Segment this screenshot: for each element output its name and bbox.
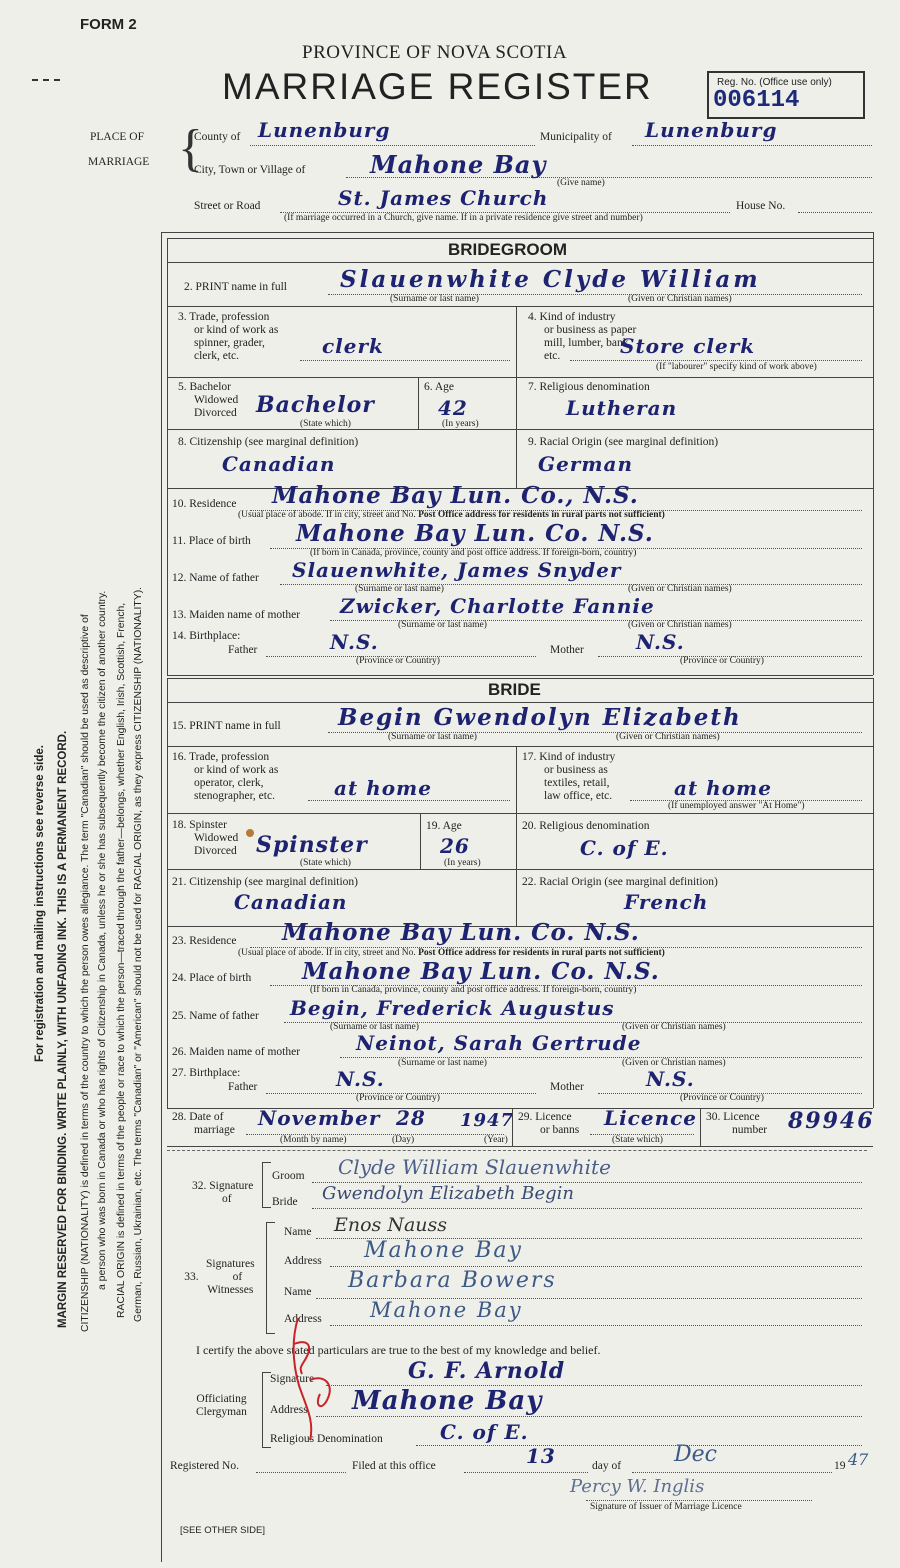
province-heading: PROVINCE OF NOVA SCOTIA — [302, 42, 568, 63]
bride-father-label: 25. Name of father — [172, 1010, 259, 1022]
give-name-hint: (Give name) — [557, 178, 605, 188]
groom-racial-value: German — [538, 452, 634, 476]
form-number: FORM 2 — [80, 16, 137, 33]
house-label: House No. — [736, 200, 786, 212]
groom-bp-mother-hint: (Province or Country) — [680, 656, 764, 666]
groom-birth-value: Mahone Bay Lun. Co. N.S. — [296, 520, 654, 547]
witness1-address: Mahone Bay — [364, 1238, 523, 1263]
bride-given-hint: (Given or Christian names) — [616, 732, 720, 742]
groom-residence-note: (Usual place of abode. If in city, street and No. Post Office address for residents in rural parts not sufficient) — [238, 510, 665, 520]
bride-bp-mother-value: N.S. — [646, 1067, 695, 1091]
bride-residence-note: (Usual place of abode. If in city, street and No. Post Office address for residents in rural parts not sufficient) — [238, 948, 665, 958]
licence-number-label: 30. Licence number — [706, 1111, 768, 1136]
groom-racial-label: 9. Racial Origin (see marginal definition) — [528, 436, 719, 448]
mother-surname-hint: (Surname or last name) — [398, 620, 487, 630]
groom-bp-mother-label: Mother — [550, 644, 584, 656]
bride-trade-value: at home — [334, 776, 432, 800]
reg-label: Reg. No. (Office use only) — [717, 77, 832, 88]
witness1-name: Enos Nauss — [334, 1214, 448, 1236]
margin-instructions: For registration and mailing instructions see reverse side. — [34, 745, 46, 1062]
groom-status-value: Bachelor — [256, 392, 375, 418]
groom-bp-father-value: N.S. — [330, 630, 379, 654]
margin-binding-note: MARGIN RESERVED FOR BINDING. WRITE PLAINLY, WITH UNFADING INK. THIS IS A PERMANENT RECORD. — [57, 730, 69, 1328]
clergy-address-label: Address — [270, 1404, 308, 1416]
groom-bp-father-hint: (Province or Country) — [356, 656, 440, 666]
state-which-hint: (State which) — [300, 419, 351, 429]
mother-given-hint: (Given or Christian names) — [628, 620, 732, 630]
officiating-label: Officiating Clergyman — [196, 1393, 247, 1418]
bride-age-label: 19. Age — [426, 820, 462, 832]
bride-bp-father-label: Father — [228, 1081, 258, 1093]
bride-father-value: Begin, Frederick Augustus — [290, 996, 615, 1020]
bride-status-label: 18. Spinster Widowed Divorced — [172, 819, 239, 857]
bride-name-value: Begin Gwendolyn Elizabeth — [338, 704, 742, 731]
bride-bp-father-hint: (Province or Country) — [356, 1093, 440, 1103]
groom-mother-label: 13. Maiden name of mother — [172, 609, 301, 621]
page-title: MARRIAGE REGISTER — [222, 66, 653, 107]
street-value: St. James Church — [338, 186, 549, 210]
father-given-hint: (Given or Christian names) — [628, 584, 732, 594]
municipality-label: Municipality of — [540, 131, 612, 143]
bride-father-surname-hint: (Surname or last name) — [330, 1022, 419, 1032]
groom-bp-mother-value: N.S. — [636, 630, 685, 654]
reg-number-box — [707, 71, 865, 119]
day-hint: (Day) — [392, 1135, 415, 1145]
clergy-address: Mahone Bay — [352, 1386, 543, 1416]
groom-industry-label: 4. Kind of industry or business as paper mill, lumber, bank, etc. — [528, 311, 637, 362]
place-of-label: PLACE OF — [90, 131, 144, 143]
clergy-religion-label: Religious Denomination — [270, 1433, 383, 1445]
bride-mother-label: 26. Maiden name of mother — [172, 1046, 301, 1058]
bride-father-given-hint: (Given or Christian names) — [622, 1022, 726, 1032]
year-hint: (Year) — [484, 1135, 508, 1145]
father-surname-hint: (Surname or last name) — [355, 584, 444, 594]
groom-trade-label: 3. Trade, profession or kind of work as spinner, grader, clerk, etc. — [178, 311, 279, 362]
bride-religion-value: C. of E. — [580, 836, 669, 860]
bride-mother-surname-hint: (Surname or last name) — [398, 1058, 487, 1068]
unemployed-note: (If unemployed answer "At Home") — [668, 801, 805, 811]
groom-signature: Clyde William Slauenwhite — [338, 1155, 611, 1179]
clergy-religion-value: C. of E. — [440, 1420, 529, 1444]
bride-birth-value: Mahone Bay Lun. Co. N.S. — [302, 958, 660, 985]
bridegroom-heading: BRIDEGROOM — [448, 240, 567, 259]
bride-signature: Gwendolyn Elizabeth Begin — [322, 1183, 574, 1204]
groom-citizenship-label: 8. Citizenship (see marginal definition) — [178, 436, 359, 448]
wit2-name-label: Name — [284, 1286, 312, 1298]
red-ink-mark — [284, 1314, 344, 1444]
bride-mother-given-hint: (Given or Christian names) — [622, 1058, 726, 1068]
licence-value: Licence — [604, 1106, 698, 1130]
bride-citizenship-value: Canadian — [234, 890, 348, 914]
clergy-signature: G. F. Arnold — [408, 1358, 566, 1384]
groom-status-label: 5. Bachelor Widowed Divorced — [178, 381, 239, 419]
bride-bp-mother-hint: (Province or Country) — [680, 1093, 764, 1103]
month-hint: (Month by name) — [280, 1135, 347, 1145]
groom-surname-hint: (Surname or last name) — [390, 294, 479, 304]
bride-residence-value: Mahone Bay Lun. Co. N.S. — [282, 919, 640, 946]
bride-birth-label: 24. Place of birth — [172, 972, 252, 984]
issuer-label: Signature of Issuer of Marriage Licence — [590, 1502, 742, 1512]
bride-age-value: 26 — [440, 834, 470, 858]
margin-racial-def-2: German, Russian, Ukrainian, etc. The terms "Canadian" or "American" should not be used for RACIAL ORIGIN, as they express CITIZENSHIP (NATIONALITY). — [133, 586, 144, 1322]
issuer-signature: Percy W. Inglis — [570, 1476, 705, 1497]
bride-residence-label: 23. Residence — [172, 935, 237, 947]
groom-age-value: 42 — [438, 396, 468, 420]
marriage-year-value: 1947 — [460, 1110, 515, 1131]
bride-citizenship-label: 21. Citizenship (see marginal definition) — [172, 876, 358, 888]
groom-name-value: Slauenwhite Clyde William — [340, 266, 761, 293]
wit1-address-label: Address — [284, 1255, 322, 1267]
municipality-value: Lunenburg — [645, 118, 778, 142]
filed-year-value: 47 — [848, 1450, 869, 1469]
street-label: Street or Road — [194, 200, 261, 212]
ink-mark — [32, 79, 60, 81]
groom-residence-value: Mahone Bay Lun. Co., N.S. — [272, 482, 639, 509]
city-value: Mahone Bay — [370, 150, 547, 179]
groom-name-label: 2. PRINT name in full — [184, 281, 287, 293]
groom-father-label: 12. Name of father — [172, 572, 259, 584]
in-years-hint: (In years) — [442, 419, 479, 429]
bride-racial-label: 22. Racial Origin (see marginal definition) — [522, 876, 718, 888]
bride-industry-value: at home — [674, 776, 772, 800]
see-other-side: [SEE OTHER SIDE] — [180, 1525, 265, 1536]
bride-bp-mother-label: Mother — [550, 1081, 584, 1093]
wit2-address-label: Address — [284, 1313, 322, 1325]
filed-label: Filed at this office — [352, 1460, 436, 1472]
bride-racial-value: French — [624, 890, 709, 914]
licence-number-value: 89946 — [788, 1108, 875, 1134]
bride-bp-father-value: N.S. — [336, 1067, 385, 1091]
groom-mother-value: Zwicker, Charlotte Fannie — [340, 594, 655, 618]
form-frame-left — [161, 232, 162, 1562]
marriage-label: MARRIAGE — [88, 156, 150, 168]
ink-stain — [246, 829, 254, 837]
groom-birth-label: 11. Place of birth — [172, 535, 251, 547]
bride-status-value: Spinster — [256, 832, 368, 858]
bride-industry-label: 17. Kind of industry or business as textiles, retail, law office, etc. — [522, 751, 616, 802]
witness2-name: Barbara Bowers — [348, 1268, 557, 1293]
wit1-name-label: Name — [284, 1226, 312, 1238]
filed-year-prefix: 19 — [834, 1460, 846, 1472]
witness-label: Signatures 33. of Witnesses — [184, 1258, 255, 1296]
groom-birthplace-label: 14. Birthplace: — [172, 630, 241, 642]
clergy-signature-label: Signature — [270, 1373, 315, 1385]
groom-birth-note: (If born in Canada, province, county and post office address. If foreign-born, country) — [310, 548, 637, 558]
bride-trade-label: 16. Trade, profession or kind of work as operator, clerk, stenographer, etc. — [172, 751, 279, 802]
groom-father-value: Slauenwhite, James Snyder — [292, 558, 622, 582]
groom-bp-father-label: Father — [228, 644, 258, 656]
groom-trade-value: clerk — [322, 334, 384, 358]
margin-citizenship-def-2: a person who was born in Canada or who has rights of Citizenship in Canada, unless he or she has subsequently become the citizen of another country. — [97, 590, 108, 1290]
groom-industry-value: Store clerk — [620, 334, 756, 358]
date-label: 28. Date of marriage — [172, 1111, 235, 1136]
day-of-label: day of — [592, 1460, 622, 1472]
groom-label: Groom — [272, 1170, 305, 1182]
place-brace-icon: { — [178, 120, 203, 177]
margin-citizenship-def: CITIZENSHIP (NATIONALITY) is defined in terms of the country to which the person owes allegiance. The term "Canadian" should be used as descriptive of — [80, 614, 91, 1332]
witness2-address: Mahone Bay — [370, 1298, 523, 1322]
certify-text: I certify the above stated particulars are true to the best of my knowledge and belief. — [196, 1343, 601, 1357]
bride-in-years: (In years) — [444, 858, 481, 868]
groom-given-hint: (Given or Christian names) — [628, 294, 732, 304]
registered-no-label: Registered No. — [170, 1460, 239, 1472]
filed-month-value: Dec — [674, 1442, 717, 1467]
bride-label: Bride — [272, 1196, 298, 1208]
signature-brace — [262, 1162, 271, 1208]
bride-state-which: (State which) — [300, 858, 351, 868]
church-note: (If marriage occurred in a Church, give name. If in a private residence give street and number) — [284, 213, 643, 223]
filed-day-value: 13 — [526, 1444, 556, 1468]
labourer-note: (If "labourer" specify kind of work above) — [656, 362, 817, 372]
bride-religion-label: 20. Religious denomination — [522, 820, 650, 832]
bride-birthplace-label: 27. Birthplace: — [172, 1067, 241, 1079]
county-value: Lunenburg — [258, 118, 391, 142]
signature-label: 32. Signature of — [192, 1180, 254, 1205]
reg-number: 006114 — [713, 87, 800, 114]
groom-religion-value: Lutheran — [566, 396, 678, 420]
bride-heading: BRIDE — [488, 680, 541, 699]
groom-religion-label: 7. Religious denomination — [528, 381, 650, 393]
groom-age-label: 6. Age — [424, 381, 455, 393]
licence-label: 29. Licence or banns — [518, 1111, 580, 1136]
bride-name-label: 15. PRINT name in full — [172, 720, 281, 732]
bride-mother-value: Neinot, Sarah Gertrude — [356, 1031, 642, 1055]
city-label: City, Town or Village of — [194, 164, 306, 176]
marriage-month-value: November — [258, 1106, 381, 1130]
bride-surname-hint: (Surname or last name) — [388, 732, 477, 742]
groom-residence-label: 10. Residence — [172, 498, 237, 510]
groom-citizenship-value: Canadian — [222, 452, 336, 476]
licence-state-which: (State which) — [612, 1135, 663, 1145]
margin-racial-def: RACIAL ORIGIN is defined in terms of the people or race to which the person—traced through the father—belongs, whether English, Irish, Scottish, French, — [116, 602, 127, 1318]
marriage-day-value: 28 — [396, 1106, 426, 1130]
bride-birth-note: (If born in Canada, province, county and post office address. If foreign-born, country) — [310, 985, 637, 995]
witness-brace — [266, 1222, 275, 1334]
county-label: County of — [194, 131, 241, 143]
